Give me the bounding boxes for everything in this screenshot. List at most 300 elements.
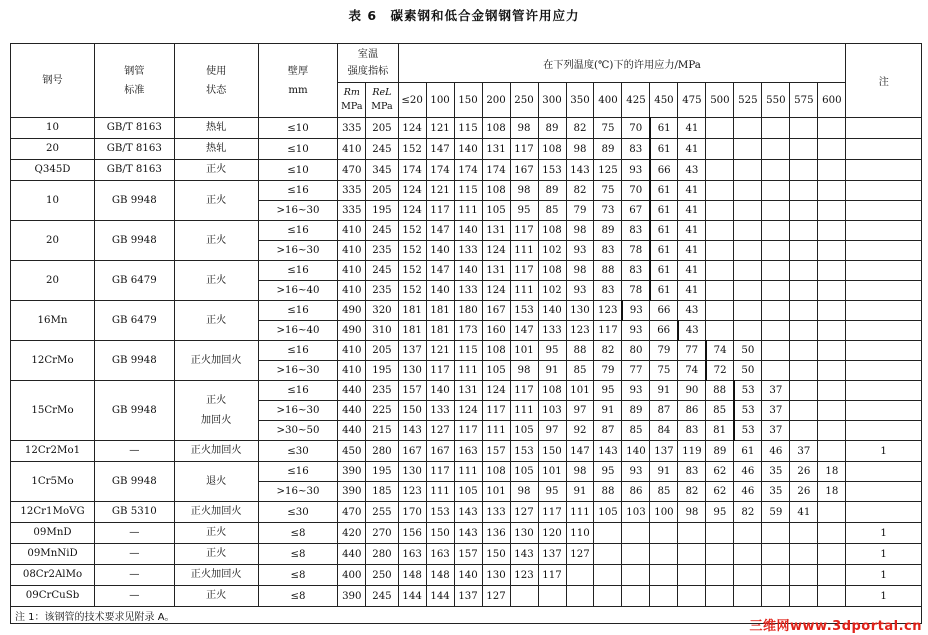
cell-rel: 320: [366, 301, 398, 321]
cell-stress: [706, 160, 734, 181]
cell-condition: [174, 160, 258, 181]
cell-stress: 105: [454, 482, 482, 502]
cell-stress: 83: [678, 462, 706, 482]
cell-stress: 105: [510, 462, 538, 482]
cell-stress: 37: [762, 421, 790, 441]
cell-stress: 170: [398, 502, 426, 523]
cell-stress: 130: [398, 361, 426, 381]
cell-condition: [174, 381, 258, 441]
cell-grade-text: 12Cr1MoVG: [20, 506, 85, 517]
cell-stress: 41: [678, 281, 706, 301]
cell-condition: [174, 118, 258, 139]
cell-stress: [818, 586, 846, 607]
cell-stress: [790, 381, 818, 401]
cell-stress: 121: [426, 181, 454, 201]
cell-stress: 98: [510, 181, 538, 201]
cell-stress: 101: [566, 381, 594, 401]
cell-stress: 41: [678, 201, 706, 221]
header-grade: [11, 44, 95, 118]
header-rel-symbol: ReL: [372, 87, 392, 98]
cell-thickness: ≤16: [258, 381, 338, 401]
cell-standard-text: —: [129, 548, 140, 559]
header-temp: [762, 83, 790, 118]
cell-stress: 143: [454, 523, 482, 544]
cell-standard-text: —: [129, 569, 140, 580]
cell-stress: 117: [426, 462, 454, 482]
cell-stress: 121: [426, 118, 454, 139]
cell-standard-text: GB 9948: [111, 475, 157, 487]
cell-condition: [174, 565, 258, 586]
cell-stress: [818, 118, 846, 139]
cell-stress: 89: [594, 139, 622, 160]
cell-standard: [94, 118, 174, 139]
cell-rel: 250: [366, 565, 398, 586]
cell-stress: 108: [482, 118, 510, 139]
watermark-text: 三维网www.3dportal.cn: [749, 619, 922, 634]
table-row: [11, 261, 922, 281]
cell-stress: 167: [426, 441, 454, 462]
cell-grade-text: 09MnNiD: [27, 548, 78, 559]
cell-stress: 82: [566, 118, 594, 139]
cell-stress: 74: [678, 361, 706, 381]
cell-stress: 105: [510, 421, 538, 441]
cell-stress: [790, 523, 818, 544]
cell-rel: 225: [366, 401, 398, 421]
cell-note: [846, 401, 922, 421]
cell-note: [846, 241, 922, 261]
cell-thickness: >16~40: [258, 321, 338, 341]
cell-condition-text: 正火: [205, 548, 227, 559]
header-temp-text: 525: [738, 94, 758, 106]
cell-rel: 235: [366, 381, 398, 401]
cell-stress: 67: [622, 201, 650, 221]
cell-stress: 82: [566, 181, 594, 201]
cell-stress: [818, 321, 846, 341]
cell-stress: 140: [426, 381, 454, 401]
header-temp: [706, 83, 734, 118]
cell-stress: 124: [454, 401, 482, 421]
cell-stress: 127: [510, 502, 538, 523]
table-row: [11, 381, 922, 401]
cell-stress: 140: [454, 261, 482, 281]
cell-grade: [11, 261, 95, 301]
cell-stress: 41: [678, 261, 706, 281]
cell-condition: [174, 441, 258, 462]
cell-note: [846, 160, 922, 181]
header-temp-text: 575: [794, 94, 814, 106]
cell-stress: 130: [398, 462, 426, 482]
cell-condition: [174, 523, 258, 544]
cell-stress: [734, 160, 762, 181]
cell-stress: 167: [482, 301, 510, 321]
cell-condition-text: 正火: [205, 194, 227, 206]
cell-note: [846, 462, 922, 482]
cell-thickness: >16~30: [258, 241, 338, 261]
cell-stress: 181: [398, 301, 426, 321]
cell-stress: 131: [454, 381, 482, 401]
cell-stress: 133: [454, 281, 482, 301]
cell-condition-text: 正火 加回火: [200, 394, 232, 426]
header-temp-text: ≤20: [401, 94, 423, 106]
cell-stress: 124: [482, 281, 510, 301]
cell-stress: 89: [538, 181, 566, 201]
cell-stress: 163: [398, 544, 426, 565]
table-row: [11, 544, 922, 565]
cell-grade: [11, 160, 95, 181]
cell-stress: 108: [538, 381, 566, 401]
cell-stress: 111: [566, 502, 594, 523]
cell-stress: 111: [454, 361, 482, 381]
cell-stress: [594, 523, 622, 544]
cell-stress: 147: [510, 321, 538, 341]
cell-stress: 147: [426, 221, 454, 241]
cell-thickness: ≤16: [258, 301, 338, 321]
table-row: [11, 160, 922, 181]
cell-stress: [706, 281, 734, 301]
cell-stress: 137: [650, 441, 678, 462]
header-rm-unit: MPa: [341, 101, 363, 112]
cell-stress: 180: [454, 301, 482, 321]
cell-rel: 195: [366, 462, 398, 482]
cell-stress: 41: [678, 221, 706, 241]
cell-rm: 440: [338, 421, 366, 441]
cell-stress: 66: [650, 160, 678, 181]
cell-stress: [818, 261, 846, 281]
cell-thickness: ≤30: [258, 502, 338, 523]
table-row: [11, 462, 922, 482]
cell-stress: 79: [566, 201, 594, 221]
cell-stress: 37: [762, 401, 790, 421]
cell-stress: 91: [594, 401, 622, 421]
cell-stress: [734, 301, 762, 321]
cell-stress: 43: [678, 301, 706, 321]
cell-standard-text: GB 9948: [111, 194, 157, 206]
cell-stress: [762, 201, 790, 221]
cell-stress: 59: [762, 502, 790, 523]
cell-stress: [762, 565, 790, 586]
cell-stress: 133: [426, 401, 454, 421]
cell-stress: 137: [538, 544, 566, 565]
cell-stress: [622, 565, 650, 586]
cell-stress: 83: [678, 421, 706, 441]
cell-stress: 88: [594, 261, 622, 281]
cell-stress: 174: [482, 160, 510, 181]
cell-stress: 89: [706, 441, 734, 462]
table-row: [11, 586, 922, 607]
cell-stress: [818, 381, 846, 401]
cell-stress: [734, 139, 762, 160]
cell-stress: 86: [678, 401, 706, 421]
cell-stress: 105: [482, 361, 510, 381]
header-temp-text: 550: [766, 94, 786, 106]
cell-stress: 41: [678, 181, 706, 201]
cell-stress: 157: [454, 544, 482, 565]
cell-stress: [818, 441, 846, 462]
footnote-text: 注 1：该钢管的技术要求见附录 A。: [15, 611, 175, 623]
cell-stress: 131: [482, 139, 510, 160]
cell-stress: [818, 139, 846, 160]
cell-stress: 53: [734, 421, 762, 441]
cell-stress: [650, 586, 678, 607]
cell-stress: [762, 261, 790, 281]
cell-stress: [734, 261, 762, 281]
header-temp-text: 600: [822, 94, 842, 106]
cell-stress: [790, 139, 818, 160]
cell-stress: 131: [482, 261, 510, 281]
cell-stress: [790, 586, 818, 607]
header-allowable: [398, 44, 846, 83]
cell-rm: 410: [338, 139, 366, 160]
cell-stress: 130: [482, 565, 510, 586]
cell-thickness: >16~40: [258, 281, 338, 301]
cell-stress: 144: [426, 586, 454, 607]
cell-stress: 95: [510, 201, 538, 221]
cell-stress: 75: [594, 118, 622, 139]
cell-rm: 490: [338, 301, 366, 321]
cell-stress: 98: [510, 482, 538, 502]
cell-stress: 125: [594, 160, 622, 181]
cell-stress: 97: [538, 421, 566, 441]
cell-stress: [622, 544, 650, 565]
cell-stress: 37: [790, 441, 818, 462]
cell-rel: 280: [366, 544, 398, 565]
header-temp-text: 300: [542, 94, 562, 106]
cell-rm: 410: [338, 221, 366, 241]
cell-rel: 245: [366, 139, 398, 160]
cell-standard: [94, 523, 174, 544]
cell-stress: 102: [538, 241, 566, 261]
cell-stress: 123: [594, 301, 622, 321]
cell-standard-text: GB 6479: [111, 314, 157, 326]
cell-condition: [174, 502, 258, 523]
cell-note: [846, 502, 922, 523]
cell-stress: 133: [538, 321, 566, 341]
cell-stress: 117: [510, 139, 538, 160]
cell-stress: [706, 301, 734, 321]
cell-standard-text: —: [129, 527, 140, 538]
cell-standard: [94, 441, 174, 462]
cell-stress: [650, 565, 678, 586]
cell-stress: 101: [510, 341, 538, 361]
cell-stress: 152: [398, 281, 426, 301]
cell-rm: 410: [338, 361, 366, 381]
header-temp-text: 475: [682, 94, 702, 106]
cell-stress: 93: [622, 381, 650, 401]
cell-stress: 143: [566, 160, 594, 181]
cell-stress: [790, 118, 818, 139]
cell-grade-text: 20: [46, 274, 59, 286]
cell-stress: 108: [482, 181, 510, 201]
cell-stress: [790, 341, 818, 361]
cell-standard-text: GB 9948: [111, 404, 157, 416]
cell-note: [846, 261, 922, 281]
cell-stress: [762, 341, 790, 361]
cell-stress: [678, 586, 706, 607]
cell-grade: [11, 181, 95, 221]
cell-stress: [762, 586, 790, 607]
table-row: [11, 523, 922, 544]
cell-stress: 83: [594, 281, 622, 301]
cell-stress: [566, 565, 594, 586]
cell-stress: 88: [594, 482, 622, 502]
cell-stress: 110: [566, 523, 594, 544]
cell-stress: 101: [538, 462, 566, 482]
cell-stress: 147: [426, 261, 454, 281]
cell-grade-text: 1Cr5Mo: [31, 475, 74, 487]
cell-stress: 150: [398, 401, 426, 421]
cell-standard-text: GB/T 8163: [106, 143, 162, 154]
cell-rm: 490: [338, 321, 366, 341]
cell-grade: [11, 441, 95, 462]
cell-stress: 84: [650, 421, 678, 441]
cell-stress: [790, 301, 818, 321]
header-temp: [482, 83, 510, 118]
cell-rm: 450: [338, 441, 366, 462]
cell-stress: 61: [650, 241, 678, 261]
cell-stress: [790, 361, 818, 381]
cell-stress: 89: [622, 401, 650, 421]
cell-thickness: ≤30: [258, 441, 338, 462]
cell-stress: 150: [538, 441, 566, 462]
cell-stress: 133: [482, 502, 510, 523]
cell-stress: [818, 523, 846, 544]
cell-stress: 124: [482, 241, 510, 261]
cell-stress: [818, 544, 846, 565]
cell-stress: [734, 118, 762, 139]
table-row: [11, 118, 922, 139]
cell-stress: [762, 139, 790, 160]
header-temp-text: 450: [654, 94, 674, 106]
cell-stress: 72: [706, 361, 734, 381]
cell-rm: 335: [338, 201, 366, 221]
cell-stress: 157: [482, 441, 510, 462]
cell-stress: 127: [482, 586, 510, 607]
cell-note: [846, 421, 922, 441]
cell-stress: [706, 586, 734, 607]
cell-standard: [94, 544, 174, 565]
cell-stress: 140: [454, 139, 482, 160]
table-row: [11, 502, 922, 523]
table-title: 表 6 碳素钢和低合金钢钢管许用应力: [348, 8, 580, 23]
cell-rel: 205: [366, 341, 398, 361]
cell-stress: 117: [426, 361, 454, 381]
cell-stress: 174: [454, 160, 482, 181]
table-row: [11, 221, 922, 241]
cell-stress: [790, 281, 818, 301]
cell-stress: 111: [454, 462, 482, 482]
cell-grade: [11, 523, 95, 544]
cell-condition: [174, 139, 258, 160]
cell-stress: 53: [734, 381, 762, 401]
cell-stress: 83: [622, 261, 650, 281]
cell-note: 1: [846, 586, 922, 607]
cell-grade: [11, 544, 95, 565]
cell-stress: 89: [594, 221, 622, 241]
cell-stress: 150: [426, 523, 454, 544]
cell-stress: 66: [650, 321, 678, 341]
cell-stress: 93: [622, 160, 650, 181]
cell-thickness: ≤10: [258, 118, 338, 139]
header-temp: [454, 83, 482, 118]
cell-note: [846, 201, 922, 221]
cell-stress: 37: [762, 381, 790, 401]
cell-stress: [594, 544, 622, 565]
cell-thickness: ≤16: [258, 261, 338, 281]
header-temp: [538, 83, 566, 118]
cell-stress: 153: [510, 441, 538, 462]
cell-stress: 79: [650, 341, 678, 361]
cell-stress: [818, 181, 846, 201]
cell-stress: 157: [398, 381, 426, 401]
cell-standard-text: GB/T 8163: [106, 122, 162, 133]
cell-rm: 390: [338, 586, 366, 607]
cell-stress: 89: [538, 118, 566, 139]
cell-stress: [818, 361, 846, 381]
header-temp: [818, 83, 846, 118]
cell-condition-text: 正火: [205, 234, 227, 246]
cell-note: 1: [846, 565, 922, 586]
cell-standard-text: —: [129, 445, 140, 456]
cell-rm: 335: [338, 181, 366, 201]
cell-stress: [790, 544, 818, 565]
cell-stress: 85: [538, 201, 566, 221]
cell-note: [846, 341, 922, 361]
cell-rel: 245: [366, 221, 398, 241]
cell-condition: [174, 544, 258, 565]
cell-thickness: ≤8: [258, 523, 338, 544]
cell-condition-text: 正火: [205, 274, 227, 286]
cell-condition-text: 正火: [205, 164, 227, 175]
cell-stress: 133: [454, 241, 482, 261]
cell-standard-text: GB 9948: [111, 354, 157, 366]
cell-condition-text: 正火: [205, 527, 227, 538]
cell-stress: 111: [510, 401, 538, 421]
cell-stress: 35: [762, 462, 790, 482]
cell-stress: 115: [454, 341, 482, 361]
cell-condition-text: 正火: [205, 590, 227, 601]
cell-stress: 77: [622, 361, 650, 381]
cell-grade: [11, 118, 95, 139]
cell-stress: [818, 241, 846, 261]
cell-rm: 410: [338, 281, 366, 301]
cell-stress: [818, 160, 846, 181]
cell-stress: 137: [398, 341, 426, 361]
cell-stress: 111: [510, 281, 538, 301]
cell-stress: 97: [566, 401, 594, 421]
cell-stress: [762, 301, 790, 321]
cell-stress: [762, 321, 790, 341]
cell-stress: 41: [678, 241, 706, 261]
cell-stress: 46: [734, 482, 762, 502]
cell-stress: 74: [706, 341, 734, 361]
cell-stress: 41: [790, 502, 818, 523]
cell-stress: 93: [622, 462, 650, 482]
cell-stress: 78: [622, 281, 650, 301]
cell-condition-text: 热轧: [205, 122, 227, 133]
cell-standard: [94, 181, 174, 221]
header-temp-text: 200: [486, 94, 506, 106]
cell-stress: 181: [398, 321, 426, 341]
cell-condition: [174, 261, 258, 301]
table-row: [11, 301, 922, 321]
cell-stress: [790, 201, 818, 221]
cell-stress: [510, 586, 538, 607]
cell-stress: [762, 361, 790, 381]
cell-stress: 26: [790, 482, 818, 502]
cell-stress: 77: [678, 341, 706, 361]
cell-stress: [818, 281, 846, 301]
cell-rm: 470: [338, 160, 366, 181]
